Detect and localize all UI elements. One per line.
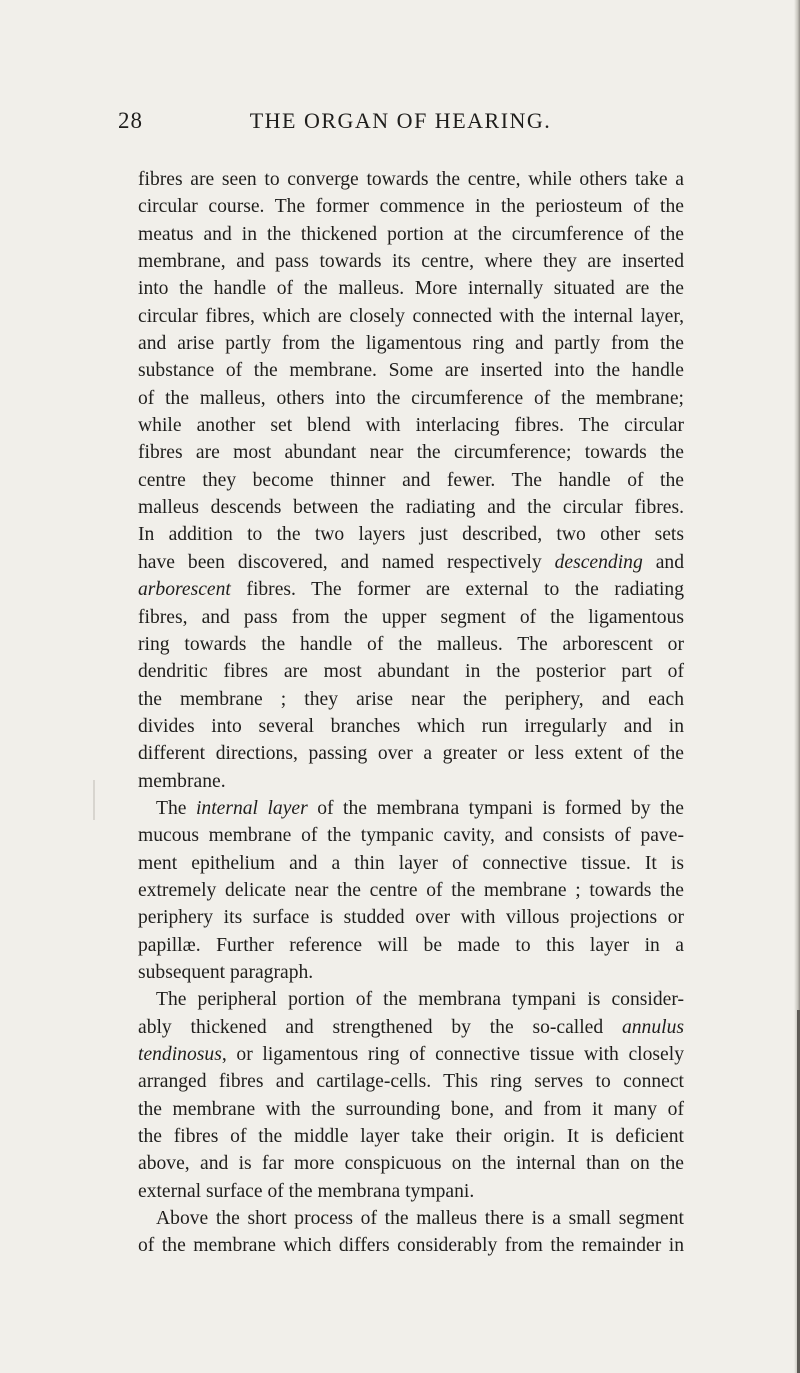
page-blemish — [93, 780, 95, 820]
italic-term: annulus — [621, 1016, 684, 1038]
text-line: fibres, and pass from the upper segment of the ligamentous — [138, 606, 684, 628]
text-line: arranged fibres and cartilage-cells. This ring serves to connect — [138, 1071, 684, 1093]
text-line: into the handle of the malleus. More internally situated are the — [138, 278, 684, 300]
text-line: divides into several branches which run irregularly and in — [138, 715, 684, 737]
running-head — [118, 108, 683, 138]
body-text — [138, 166, 684, 1260]
text-line: the membrane with the surrounding bone, and from it many of — [138, 1098, 684, 1120]
italic-term: descending — [554, 551, 643, 573]
text-line: malleus descends between the radiating and the circular fibres. — [138, 497, 684, 519]
text-line: ment epithelium and a thin layer of connective tissue. It is — [138, 852, 684, 874]
text-line: of the membrane which differs considerably from the remainder in — [138, 1235, 684, 1257]
text-line: In addition to the two layers just described, two other sets — [138, 524, 684, 546]
text-line: membrane. — [138, 770, 226, 792]
text-line: membrane, and pass towards its centre, where they are inserted — [138, 251, 684, 273]
text-line: tendinosus, or ligamentous ring of connective tissue with closely — [138, 1044, 684, 1065]
text-line: periphery its surface is studded over with villous projections or — [138, 907, 684, 929]
text-line: the membrane ; they arise near the periphery, and each — [138, 688, 684, 710]
text-line: circular fibres, which are closely connected with the internal layer, — [138, 305, 684, 327]
text-line: circular course. The former commence in the periosteum of the — [138, 196, 684, 218]
text-line: of the malleus, others into the circumference of the membrane; — [138, 387, 684, 409]
text-line: fibres are seen to converge towards the centre, while others take a — [138, 169, 684, 190]
text-line: the fibres of the middle layer take their origin. It is deficient — [138, 1126, 684, 1148]
page-number: 28 — [118, 108, 143, 133]
text-line: have been discovered, and named respectively descending and — [138, 551, 684, 573]
running-title: THE ORGAN OF HEARING. — [249, 108, 552, 133]
text-line: arborescent fibres. The former are external to the radiating — [138, 579, 684, 601]
text-line: The internal layer of the membrana tympani is formed by the — [156, 797, 684, 819]
text-line: ably thickened and strengthened by the so-called annulus — [138, 1016, 684, 1038]
text-line: dendritic fibres are most abundant in the posterior part of — [138, 661, 684, 683]
text-line: centre they become thinner and fewer. The handle of the — [138, 469, 684, 491]
text-line: and arise partly from the ligamentous ring and partly from the — [138, 333, 684, 355]
text-line: Above the short process of the malleus there is a small segment — [156, 1208, 684, 1230]
text-line: extremely delicate near the centre of the membrane ; towards the — [138, 879, 684, 901]
italic-term: arborescent — [138, 579, 231, 601]
text-line: while another set blend with interlacing fibres. The circular — [138, 415, 684, 437]
text-line: subsequent paragraph. — [138, 961, 314, 983]
text-line: above, and is far more conspicuous on the internal than on the — [138, 1153, 684, 1175]
text-line: substance of the membrane. Some are inserted into the handle — [138, 360, 684, 382]
text-line: ring towards the handle of the malleus. The arborescent or — [138, 633, 684, 655]
text-line: different directions, passing over a greater or less extent of the — [138, 743, 684, 765]
text-line: fibres are most abundant near the circumference; towards the — [138, 442, 684, 464]
italic-term: internal layer — [195, 797, 308, 819]
text-line: mucous membrane of the tympanic cavity, and consists of pave- — [138, 825, 684, 847]
italic-term: tendinosus — [138, 1044, 222, 1065]
text-line: meatus and in the thickened portion at the circumference of the — [138, 223, 684, 245]
text-line: external surface of the membrana tympani. — [138, 1180, 475, 1202]
text-line: papillæ. Further reference will be made to this layer in a — [138, 934, 684, 956]
text-line: The peripheral portion of the membrana tympani is consider- — [156, 989, 684, 1011]
